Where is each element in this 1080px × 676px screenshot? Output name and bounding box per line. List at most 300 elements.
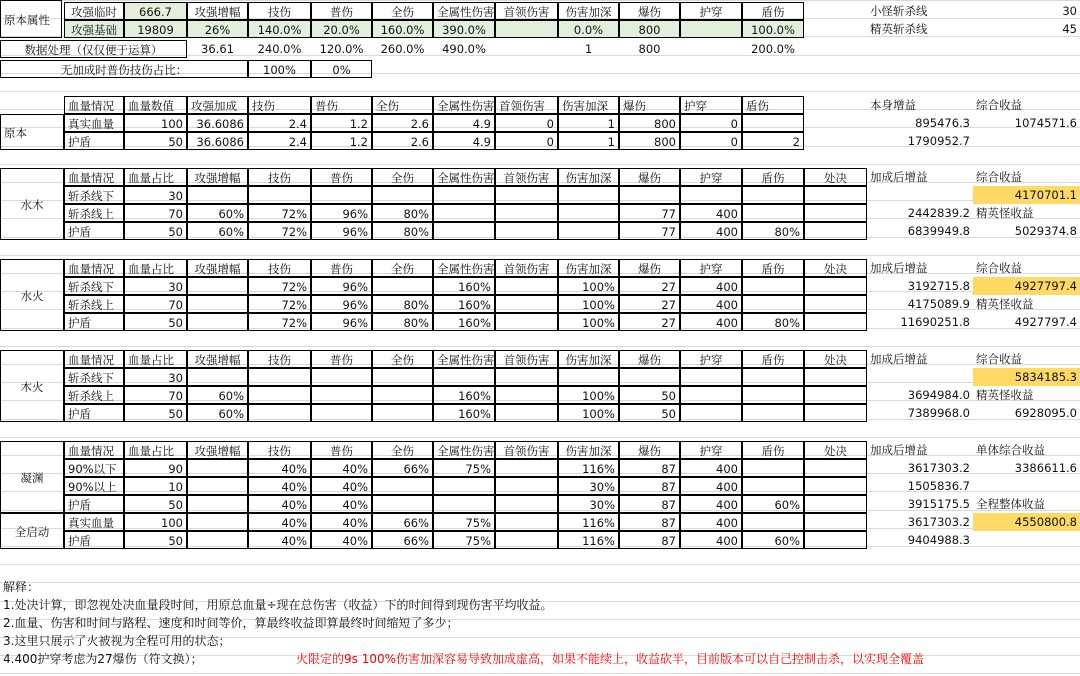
group-header[interactable]: 血量情况 bbox=[64, 350, 124, 368]
group-header[interactable]: 首领伤害 bbox=[495, 168, 558, 186]
group-cell[interactable]: 60% bbox=[187, 386, 248, 404]
last-cell[interactable]: 50 bbox=[124, 495, 187, 513]
group-header[interactable]: 护穿 bbox=[680, 350, 742, 368]
last-cell[interactable]: 116% bbox=[558, 531, 619, 549]
last-cell[interactable]: 40% bbox=[311, 495, 372, 513]
base-row3-cell[interactable]: 240.0% bbox=[257, 42, 302, 56]
group-cell[interactable]: 400 bbox=[680, 222, 742, 240]
group-cell[interactable]: 72% bbox=[248, 222, 311, 240]
side-value[interactable]: 30 bbox=[1062, 4, 1077, 18]
orig-cell[interactable]: 护盾 bbox=[64, 132, 124, 150]
orig-header[interactable]: 全属性伤害 bbox=[433, 96, 495, 114]
orig-header[interactable]: 盾伤 bbox=[742, 96, 804, 114]
group-cell[interactable]: 60% bbox=[187, 222, 248, 240]
last-cell[interactable] bbox=[804, 495, 867, 513]
last-cell[interactable] bbox=[495, 477, 558, 495]
last-right-left[interactable]: 3617303.2 bbox=[907, 515, 970, 529]
last-cell[interactable] bbox=[372, 477, 433, 495]
group-label[interactable]: 水木 bbox=[0, 168, 64, 240]
group-cell[interactable]: 护盾 bbox=[64, 313, 124, 331]
group-header[interactable]: 血量情况 bbox=[64, 259, 124, 277]
last-cell[interactable]: 400 bbox=[680, 513, 742, 531]
last-cell[interactable]: 400 bbox=[680, 495, 742, 513]
group-cell[interactable]: 护盾 bbox=[64, 404, 124, 422]
orig-header[interactable]: 爆伤 bbox=[619, 96, 680, 114]
group-cell[interactable] bbox=[372, 404, 433, 422]
last-right-left[interactable]: 3617303.2 bbox=[907, 461, 970, 475]
last-cell[interactable] bbox=[742, 513, 804, 531]
last-header[interactable]: 普伤 bbox=[311, 441, 372, 459]
group-cell[interactable] bbox=[248, 386, 311, 404]
group-cell[interactable]: 30 bbox=[124, 277, 187, 295]
group-cell[interactable] bbox=[804, 204, 867, 222]
group-cell[interactable] bbox=[742, 186, 804, 204]
base-row1-cell[interactable]: 普伤 bbox=[311, 2, 372, 20]
orig-right-head[interactable]: 本身增益 bbox=[870, 98, 916, 112]
group-cell[interactable] bbox=[742, 277, 804, 295]
group-cell[interactable]: 80% bbox=[742, 222, 804, 240]
orig-cell[interactable]: 2 bbox=[742, 132, 804, 150]
orig-cell[interactable]: 36.6086 bbox=[187, 132, 248, 150]
group-cell[interactable]: 27 bbox=[619, 277, 680, 295]
data-process-label[interactable]: 数据处理（仅仅便于运算） bbox=[0, 40, 187, 58]
group-cell[interactable]: 96% bbox=[311, 313, 372, 331]
last-cell[interactable]: 40% bbox=[248, 513, 311, 531]
group-cell[interactable]: 77 bbox=[619, 222, 680, 240]
group-cell[interactable] bbox=[619, 368, 680, 386]
orig-cell[interactable]: 0 bbox=[680, 132, 742, 150]
last-cell[interactable] bbox=[804, 477, 867, 495]
group-cell[interactable]: 斩杀线下 bbox=[64, 368, 124, 386]
last-cell[interactable] bbox=[187, 477, 248, 495]
group-cell[interactable] bbox=[495, 368, 558, 386]
last-cell[interactable]: 30% bbox=[558, 495, 619, 513]
orig-cell[interactable]: 100 bbox=[124, 114, 187, 132]
last-right-left[interactable]: 加成后增益 bbox=[870, 443, 928, 457]
group-header[interactable]: 爆伤 bbox=[619, 350, 680, 368]
group-cell[interactable]: 100% bbox=[558, 404, 619, 422]
orig-cell[interactable]: 1 bbox=[558, 114, 619, 132]
group-right-right[interactable]: 6928095.0 bbox=[1014, 406, 1077, 420]
last-header[interactable]: 处决 bbox=[804, 441, 867, 459]
last-cell[interactable] bbox=[804, 531, 867, 549]
orig-header[interactable]: 普伤 bbox=[311, 96, 372, 114]
group-cell[interactable] bbox=[558, 222, 619, 240]
last-right-left[interactable]: 3915175.5 bbox=[907, 497, 970, 511]
group-cell[interactable]: 60% bbox=[187, 404, 248, 422]
group-cell[interactable]: 80% bbox=[372, 295, 433, 313]
group-header[interactable]: 普伤 bbox=[311, 259, 372, 277]
orig-cell[interactable]: 50 bbox=[124, 132, 187, 150]
group-cell[interactable] bbox=[742, 295, 804, 313]
group-right-right[interactable]: 综合收益 bbox=[976, 170, 1022, 184]
group-cell[interactable] bbox=[248, 368, 311, 386]
group-cell[interactable]: 50 bbox=[619, 404, 680, 422]
group-cell[interactable] bbox=[248, 186, 311, 204]
ratio-cell[interactable]: 0% bbox=[311, 60, 372, 78]
group-header[interactable]: 技伤 bbox=[248, 259, 311, 277]
base-row3-cell[interactable]: 800 bbox=[638, 42, 661, 56]
base-row3-cell[interactable]: 36.61 bbox=[201, 42, 234, 56]
orig-right-value[interactable]: 895476.3 bbox=[915, 116, 970, 130]
group-cell[interactable] bbox=[680, 404, 742, 422]
group-header[interactable]: 处决 bbox=[804, 350, 867, 368]
group-cell[interactable]: 27 bbox=[619, 295, 680, 313]
group-header[interactable]: 爆伤 bbox=[619, 259, 680, 277]
last-cell[interactable]: 40% bbox=[311, 513, 372, 531]
base-row1-cell[interactable]: 首领伤害 bbox=[495, 2, 558, 20]
last-right-right[interactable] bbox=[973, 531, 1080, 549]
group-cell[interactable]: 30 bbox=[124, 186, 187, 204]
last-right-right[interactable]: 4550800.8 bbox=[973, 513, 1080, 531]
group-cell[interactable]: 77 bbox=[619, 204, 680, 222]
base-row2-cell[interactable]: 800 bbox=[619, 20, 680, 38]
group-cell[interactable]: 80% bbox=[372, 313, 433, 331]
group-cell[interactable]: 400 bbox=[680, 313, 742, 331]
last-label-b[interactable]: 全启动 bbox=[0, 513, 64, 549]
orig-cell[interactable]: 1 bbox=[558, 132, 619, 150]
last-cell[interactable] bbox=[804, 459, 867, 477]
last-cell[interactable]: 40% bbox=[311, 531, 372, 549]
group-cell[interactable] bbox=[372, 386, 433, 404]
orig-cell[interactable]: 1.2 bbox=[311, 132, 372, 150]
orig-cell[interactable]: 2.6 bbox=[372, 132, 433, 150]
orig-cell[interactable]: 0 bbox=[495, 132, 558, 150]
group-cell[interactable] bbox=[187, 277, 248, 295]
group-cell[interactable]: 80% bbox=[742, 313, 804, 331]
last-cell[interactable]: 真实血量 bbox=[64, 513, 124, 531]
base-row2-cell[interactable]: 390.0% bbox=[433, 20, 495, 38]
group-right-right[interactable]: 精英怪收益 bbox=[976, 388, 1034, 402]
orig-cell[interactable]: 0 bbox=[680, 114, 742, 132]
base-row1-cell[interactable]: 全属性伤害 bbox=[433, 2, 495, 20]
group-cell[interactable]: 护盾 bbox=[64, 222, 124, 240]
group-cell[interactable] bbox=[187, 313, 248, 331]
orig-right-value[interactable]: 1790952.7 bbox=[907, 134, 970, 148]
orig-cell[interactable]: 1.2 bbox=[311, 114, 372, 132]
group-right-right[interactable]: 4927797.4 bbox=[1014, 315, 1077, 329]
last-cell[interactable] bbox=[433, 495, 495, 513]
group-header[interactable]: 伤害加深 bbox=[558, 168, 619, 186]
base-row2-cell[interactable]: 攻强基础 bbox=[64, 20, 124, 38]
base-row1-cell[interactable]: 全伤 bbox=[372, 2, 433, 20]
last-cell[interactable] bbox=[372, 495, 433, 513]
last-right-right[interactable] bbox=[973, 477, 1080, 495]
group-right-left[interactable]: 加成后增益 bbox=[870, 352, 928, 366]
last-cell[interactable]: 400 bbox=[680, 459, 742, 477]
group-cell[interactable]: 96% bbox=[311, 295, 372, 313]
last-cell[interactable]: 75% bbox=[433, 459, 495, 477]
last-cell[interactable]: 40% bbox=[248, 477, 311, 495]
group-cell[interactable]: 100% bbox=[558, 295, 619, 313]
group-right-left[interactable]: 3192715.8 bbox=[907, 279, 970, 293]
group-right-right[interactable]: 5834185.3 bbox=[973, 368, 1080, 386]
group-cell[interactable]: 160% bbox=[433, 386, 495, 404]
last-cell[interactable] bbox=[495, 513, 558, 531]
group-cell[interactable]: 50 bbox=[124, 404, 187, 422]
last-cell[interactable]: 87 bbox=[619, 495, 680, 513]
group-cell[interactable] bbox=[742, 368, 804, 386]
group-cell[interactable] bbox=[742, 204, 804, 222]
last-cell[interactable]: 400 bbox=[680, 531, 742, 549]
base-row1-cell[interactable]: 伤害加深 bbox=[558, 2, 619, 20]
last-cell[interactable]: 10 bbox=[124, 477, 187, 495]
group-header[interactable]: 盾伤 bbox=[742, 259, 804, 277]
group-cell[interactable] bbox=[680, 386, 742, 404]
group-cell[interactable] bbox=[495, 386, 558, 404]
group-header[interactable]: 首领伤害 bbox=[495, 259, 558, 277]
base-row1-cell[interactable]: 盾伤 bbox=[742, 2, 804, 20]
group-cell[interactable] bbox=[742, 404, 804, 422]
last-header[interactable]: 血量情况 bbox=[64, 441, 124, 459]
last-cell[interactable]: 87 bbox=[619, 477, 680, 495]
group-right-left[interactable] bbox=[867, 368, 973, 386]
group-header[interactable]: 血量占比 bbox=[124, 259, 187, 277]
last-cell[interactable]: 66% bbox=[372, 459, 433, 477]
group-cell[interactable]: 斩杀线上 bbox=[64, 386, 124, 404]
orig-header[interactable]: 攻强加成 bbox=[187, 96, 248, 114]
group-header[interactable]: 全属性伤害 bbox=[433, 168, 495, 186]
base-row2-cell[interactable]: 19809 bbox=[124, 20, 187, 38]
last-cell[interactable]: 116% bbox=[558, 459, 619, 477]
last-cell[interactable]: 护盾 bbox=[64, 495, 124, 513]
group-cell[interactable]: 27 bbox=[619, 313, 680, 331]
group-right-left[interactable]: 加成后增益 bbox=[870, 261, 928, 275]
last-header[interactable]: 护穿 bbox=[680, 441, 742, 459]
last-cell[interactable]: 40% bbox=[248, 459, 311, 477]
last-cell[interactable]: 60% bbox=[742, 531, 804, 549]
last-cell[interactable]: 75% bbox=[433, 513, 495, 531]
last-cell[interactable] bbox=[742, 459, 804, 477]
group-right-right[interactable]: 4927797.4 bbox=[973, 277, 1080, 295]
base-row1-cell[interactable]: 技伤 bbox=[248, 2, 311, 20]
group-label[interactable]: 木火 bbox=[0, 350, 64, 422]
last-label-a[interactable]: 凝渊 bbox=[0, 441, 64, 513]
orig-cell[interactable]: 800 bbox=[619, 132, 680, 150]
group-cell[interactable] bbox=[495, 186, 558, 204]
last-cell[interactable] bbox=[495, 495, 558, 513]
group-cell[interactable] bbox=[558, 186, 619, 204]
group-header[interactable]: 处决 bbox=[804, 259, 867, 277]
group-cell[interactable] bbox=[433, 222, 495, 240]
last-cell[interactable]: 90 bbox=[124, 459, 187, 477]
base-row3-cell[interactable]: 200.0% bbox=[751, 42, 795, 56]
group-cell[interactable] bbox=[248, 404, 311, 422]
last-cell[interactable]: 116% bbox=[558, 513, 619, 531]
group-header[interactable]: 全伤 bbox=[372, 350, 433, 368]
group-cell[interactable]: 400 bbox=[680, 204, 742, 222]
group-cell[interactable]: 160% bbox=[433, 404, 495, 422]
last-right-left[interactable]: 1505836.7 bbox=[907, 479, 970, 493]
group-cell[interactable]: 50 bbox=[619, 386, 680, 404]
last-header[interactable]: 血量占比 bbox=[124, 441, 187, 459]
group-header[interactable]: 血量情况 bbox=[64, 168, 124, 186]
orig-label[interactable]: 原本 bbox=[0, 114, 64, 150]
orig-right-head[interactable]: 综合收益 bbox=[976, 98, 1022, 112]
group-cell[interactable] bbox=[311, 386, 372, 404]
orig-cell[interactable] bbox=[742, 114, 804, 132]
group-cell[interactable]: 100% bbox=[558, 277, 619, 295]
group-cell[interactable] bbox=[495, 404, 558, 422]
group-cell[interactable]: 80% bbox=[372, 222, 433, 240]
base-row1-cell[interactable]: 爆伤 bbox=[619, 2, 680, 20]
group-cell[interactable]: 72% bbox=[248, 277, 311, 295]
base-row1-cell[interactable]: 攻强增幅 bbox=[187, 2, 248, 20]
base-row2-cell[interactable]: 100.0% bbox=[742, 20, 804, 38]
group-cell[interactable] bbox=[558, 368, 619, 386]
orig-cell[interactable]: 36.6086 bbox=[187, 114, 248, 132]
group-cell[interactable] bbox=[495, 222, 558, 240]
group-header[interactable]: 普伤 bbox=[311, 168, 372, 186]
base-row2-cell[interactable] bbox=[495, 20, 558, 38]
last-cell[interactable]: 50 bbox=[124, 531, 187, 549]
group-cell[interactable] bbox=[372, 186, 433, 204]
group-header[interactable]: 全属性伤害 bbox=[433, 259, 495, 277]
base-row2-cell[interactable]: 26% bbox=[187, 20, 248, 38]
group-cell[interactable]: 96% bbox=[311, 204, 372, 222]
group-cell[interactable] bbox=[372, 277, 433, 295]
last-cell[interactable] bbox=[495, 531, 558, 549]
group-cell[interactable]: 96% bbox=[311, 222, 372, 240]
group-header[interactable]: 盾伤 bbox=[742, 168, 804, 186]
last-right-right[interactable]: 单体综合收益 bbox=[976, 443, 1045, 457]
group-cell[interactable]: 72% bbox=[248, 313, 311, 331]
group-cell[interactable] bbox=[495, 204, 558, 222]
orig-header[interactable]: 血量数值 bbox=[124, 96, 187, 114]
group-cell[interactable]: 100% bbox=[558, 386, 619, 404]
group-right-right[interactable]: 综合收益 bbox=[976, 261, 1022, 275]
last-header[interactable]: 爆伤 bbox=[619, 441, 680, 459]
group-header[interactable]: 血量占比 bbox=[124, 350, 187, 368]
group-right-left[interactable]: 2442839.2 bbox=[907, 206, 970, 220]
group-cell[interactable]: 斩杀线上 bbox=[64, 295, 124, 313]
group-cell[interactable] bbox=[742, 386, 804, 404]
last-cell[interactable]: 87 bbox=[619, 513, 680, 531]
last-cell[interactable]: 66% bbox=[372, 531, 433, 549]
last-cell[interactable]: 400 bbox=[680, 477, 742, 495]
side-label[interactable]: 小怪斩杀线 bbox=[870, 4, 928, 18]
base-row1-cell[interactable]: 666.7 bbox=[124, 2, 187, 20]
group-cell[interactable]: 斩杀线上 bbox=[64, 204, 124, 222]
group-cell[interactable]: 400 bbox=[680, 295, 742, 313]
group-cell[interactable] bbox=[187, 368, 248, 386]
group-cell[interactable] bbox=[804, 277, 867, 295]
ratio-label[interactable]: 无加成时普伤技伤占比： bbox=[0, 60, 248, 78]
last-header[interactable]: 首领伤害 bbox=[495, 441, 558, 459]
group-cell[interactable]: 80% bbox=[372, 204, 433, 222]
group-cell[interactable] bbox=[433, 204, 495, 222]
orig-cell[interactable]: 0 bbox=[495, 114, 558, 132]
group-cell[interactable]: 30 bbox=[124, 368, 187, 386]
group-cell[interactable]: 60% bbox=[187, 204, 248, 222]
group-cell[interactable]: 斩杀线下 bbox=[64, 277, 124, 295]
group-cell[interactable] bbox=[680, 368, 742, 386]
last-cell[interactable]: 护盾 bbox=[64, 531, 124, 549]
group-cell[interactable] bbox=[680, 186, 742, 204]
orig-cell[interactable]: 800 bbox=[619, 114, 680, 132]
last-cell[interactable] bbox=[187, 459, 248, 477]
base-row3-cell[interactable]: 1 bbox=[584, 42, 593, 56]
group-cell[interactable]: 50 bbox=[124, 222, 187, 240]
group-cell[interactable]: 72% bbox=[248, 295, 311, 313]
group-cell[interactable] bbox=[804, 368, 867, 386]
group-cell[interactable] bbox=[495, 295, 558, 313]
last-right-left[interactable]: 9404988.3 bbox=[907, 533, 970, 547]
group-right-left[interactable]: 7389968.0 bbox=[907, 406, 970, 420]
last-cell[interactable] bbox=[495, 459, 558, 477]
group-label[interactable]: 水火 bbox=[0, 259, 64, 331]
group-cell[interactable]: 50 bbox=[124, 313, 187, 331]
last-cell[interactable]: 87 bbox=[619, 531, 680, 549]
orig-right-value[interactable] bbox=[973, 132, 1080, 150]
orig-header[interactable]: 首领伤害 bbox=[495, 96, 558, 114]
group-header[interactable]: 攻强增幅 bbox=[187, 350, 248, 368]
orig-cell[interactable]: 真实血量 bbox=[64, 114, 124, 132]
last-right-right[interactable]: 全程整体收益 bbox=[976, 497, 1045, 511]
last-cell[interactable] bbox=[742, 477, 804, 495]
orig-header[interactable]: 伤害加深 bbox=[558, 96, 619, 114]
group-cell[interactable]: 160% bbox=[433, 313, 495, 331]
group-header[interactable]: 伤害加深 bbox=[558, 259, 619, 277]
group-right-left[interactable]: 4175089.9 bbox=[907, 297, 970, 311]
last-cell[interactable] bbox=[804, 513, 867, 531]
group-cell[interactable] bbox=[372, 368, 433, 386]
group-cell[interactable] bbox=[619, 186, 680, 204]
orig-right-value[interactable]: 1074571.6 bbox=[1014, 116, 1077, 130]
group-cell[interactable] bbox=[804, 404, 867, 422]
group-right-right[interactable]: 精英怪收益 bbox=[976, 297, 1034, 311]
last-cell[interactable]: 75% bbox=[433, 531, 495, 549]
group-cell[interactable] bbox=[311, 404, 372, 422]
group-header[interactable]: 首领伤害 bbox=[495, 350, 558, 368]
group-right-left[interactable] bbox=[867, 186, 973, 204]
group-cell[interactable]: 70 bbox=[124, 204, 187, 222]
last-header[interactable]: 全伤 bbox=[372, 441, 433, 459]
base-row2-cell[interactable] bbox=[680, 20, 742, 38]
group-cell[interactable]: 96% bbox=[311, 277, 372, 295]
orig-header[interactable]: 全伤 bbox=[372, 96, 433, 114]
group-cell[interactable] bbox=[495, 313, 558, 331]
last-cell[interactable]: 90%以下 bbox=[64, 459, 124, 477]
last-cell[interactable] bbox=[187, 495, 248, 513]
group-header[interactable]: 血量占比 bbox=[124, 168, 187, 186]
group-right-left[interactable]: 11690251.8 bbox=[900, 315, 970, 329]
group-cell[interactable] bbox=[433, 368, 495, 386]
group-header[interactable]: 盾伤 bbox=[742, 350, 804, 368]
ratio-cell[interactable]: 100% bbox=[248, 60, 311, 78]
group-header[interactable]: 技伤 bbox=[248, 168, 311, 186]
orig-cell[interactable]: 2.4 bbox=[248, 132, 311, 150]
group-cell[interactable]: 160% bbox=[433, 277, 495, 295]
group-cell[interactable]: 70 bbox=[124, 386, 187, 404]
last-header[interactable]: 技伤 bbox=[248, 441, 311, 459]
group-cell[interactable] bbox=[804, 313, 867, 331]
group-right-left[interactable]: 加成后增益 bbox=[870, 170, 928, 184]
group-header[interactable]: 全属性伤害 bbox=[433, 350, 495, 368]
last-cell[interactable] bbox=[187, 531, 248, 549]
group-header[interactable]: 全伤 bbox=[372, 259, 433, 277]
last-header[interactable]: 全属性伤害 bbox=[433, 441, 495, 459]
group-right-left[interactable]: 6839949.8 bbox=[907, 224, 970, 238]
base-row3-cell[interactable]: 490.0% bbox=[442, 42, 486, 56]
group-header[interactable]: 护穿 bbox=[680, 168, 742, 186]
last-cell[interactable]: 40% bbox=[311, 477, 372, 495]
last-cell[interactable]: 30% bbox=[558, 477, 619, 495]
group-cell[interactable] bbox=[804, 222, 867, 240]
group-cell[interactable]: 72% bbox=[248, 204, 311, 222]
last-cell[interactable]: 100 bbox=[124, 513, 187, 531]
group-cell[interactable] bbox=[433, 186, 495, 204]
